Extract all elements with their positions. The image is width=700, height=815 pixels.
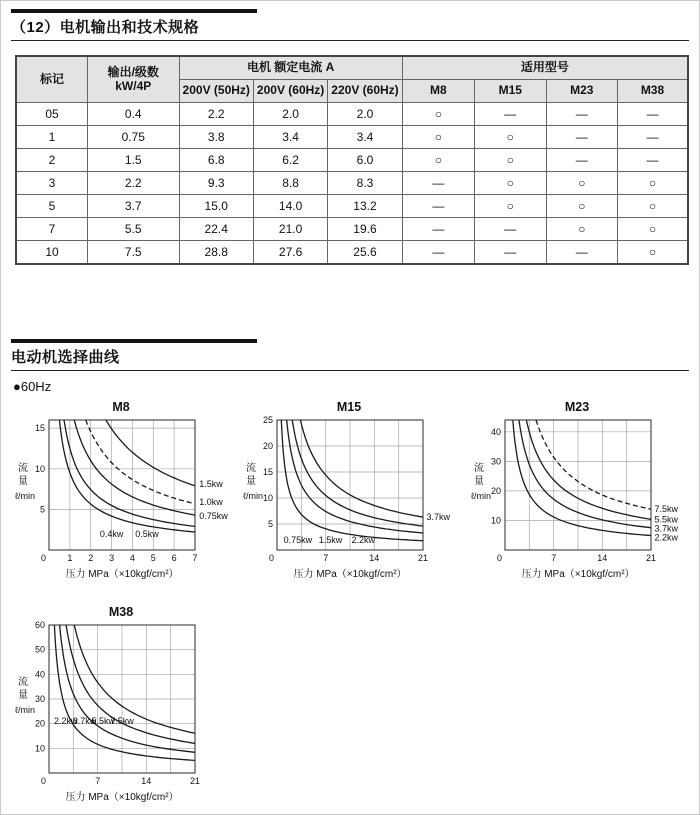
curve-label-1.5kw: 1.5kw <box>199 479 223 490</box>
header-model-m23: M23 <box>546 80 617 103</box>
header-model-m8: M8 <box>402 80 474 103</box>
y-tick-label: 20 <box>490 485 501 496</box>
charts-row-1 <box>11 400 689 591</box>
curve-label-0.4kw: 0.4kw <box>99 528 124 539</box>
y-axis-unit: ℓ/min <box>243 491 263 501</box>
value-cell: 25.6 <box>328 241 402 265</box>
y-tick-label: 10 <box>34 463 45 474</box>
value-cell: ○ <box>402 103 474 126</box>
value-cell: — <box>475 241 546 265</box>
header-output <box>87 56 179 103</box>
header-mark: 标记 <box>16 56 87 103</box>
x-tick-label: 7 <box>192 553 198 563</box>
title-top-bar <box>11 9 257 13</box>
x-tick-label: 3 <box>109 553 115 563</box>
y-axis-label: 量 <box>474 476 484 487</box>
value-cell: 5.5 <box>87 218 179 241</box>
y-axis-label: 量 <box>246 476 256 487</box>
value-cell: 7.5 <box>87 241 179 265</box>
chart-m38-title: M38 <box>108 605 134 619</box>
value-cell: 6.0 <box>328 149 402 172</box>
table-row <box>16 103 688 126</box>
value-cell: 27.6 <box>253 241 327 265</box>
table-row <box>16 241 688 265</box>
value-cell: 15.0 <box>179 195 253 218</box>
value-cell: 14.0 <box>253 195 327 218</box>
value-cell: 2.2 <box>87 172 179 195</box>
y-tick-label: 40 <box>34 669 45 680</box>
spec-title-text: （12）电机输出和技术规格 <box>11 19 200 36</box>
chart-svg <box>11 414 231 586</box>
chart-m8 <box>11 400 231 591</box>
x-tick-label: 14 <box>369 553 380 563</box>
value-cell: 0.4 <box>87 103 179 126</box>
y-tick-label: 60 <box>34 620 45 630</box>
value-cell: ○ <box>617 172 688 195</box>
y-axis-unit: ℓ/min <box>15 491 35 501</box>
x-tick-label: 1 <box>67 553 73 563</box>
curve-label-2.2kw: 2.2kw <box>53 716 78 727</box>
value-cell: — <box>617 149 688 172</box>
value-cell: 0.75 <box>87 126 179 149</box>
x-axis-label: 压力 MPa（×10kgf/cm²） <box>293 569 407 580</box>
curve-1.0kw <box>86 420 195 504</box>
value-cell: — <box>546 241 617 265</box>
x-tick-label: 21 <box>417 553 429 563</box>
value-cell: 13.2 <box>328 195 402 218</box>
table-row <box>16 195 688 218</box>
y-tick-label: 20 <box>262 441 273 451</box>
curve-label-3.7kw: 3.7kw <box>72 716 97 727</box>
chart-svg <box>239 414 459 586</box>
value-cell: — <box>546 149 617 172</box>
x-axis-label: 压力 MPa（×10kgf/cm²） <box>521 569 635 580</box>
freq-label: ●60Hz <box>13 379 52 394</box>
value-cell: 3.7 <box>87 195 179 218</box>
charts-row-2 <box>11 605 689 814</box>
header-row-1 <box>16 56 688 80</box>
value-cell: ○ <box>475 149 546 172</box>
curve-label-1.5kw: 1.5kw <box>318 535 343 546</box>
section-title-specs <box>11 9 689 41</box>
table-row <box>16 218 688 241</box>
value-cell: — <box>617 126 688 149</box>
curve-3.7kw <box>300 420 423 517</box>
curve-label-3.7kw: 3.7kw <box>426 512 451 523</box>
value-cell: ○ <box>617 195 688 218</box>
curve-1.5kw <box>106 420 195 486</box>
value-cell: ○ <box>475 172 546 195</box>
x-axis-label: 压力 MPa（×10kgf/cm²） <box>65 792 179 803</box>
header-applicable-models: 适用型号 <box>402 56 688 80</box>
curve-label-7.5kw: 7.5kw <box>654 504 679 515</box>
mark-cell: 5 <box>16 195 87 218</box>
curve-label-0.5kw: 0.5kw <box>135 528 159 539</box>
x-axis-label: 压力 MPa（×10kgf/cm²） <box>65 569 179 580</box>
curve-5.5kw <box>526 420 651 519</box>
value-cell: ○ <box>617 241 688 265</box>
y-axis-label: 流 <box>246 463 256 474</box>
chart-m23 <box>467 400 687 591</box>
chart-m23-title: M23 <box>564 400 590 414</box>
y-tick-label: 30 <box>34 694 45 704</box>
x-tick-label: 21 <box>645 553 657 563</box>
value-cell: — <box>402 218 474 241</box>
x-tick-label: 14 <box>597 553 608 563</box>
value-cell: ○ <box>475 195 546 218</box>
header-model-m38: M38 <box>617 80 688 103</box>
y-axis-label: 流 <box>474 463 484 474</box>
y-tick-label: 20 <box>34 718 45 729</box>
spec-table <box>15 55 689 265</box>
y-axis-label: 量 <box>18 690 28 701</box>
y-tick-label: 40 <box>490 426 501 437</box>
x-tick-label: 2 <box>88 553 94 563</box>
y-tick-label: 15 <box>262 467 273 477</box>
x-tick-label: 7 <box>551 553 557 563</box>
value-cell: 22.4 <box>179 218 253 241</box>
x-tick-label: 6 <box>171 553 177 563</box>
y-tick-label: 5 <box>267 519 273 529</box>
x-tick-label: 21 <box>189 776 201 786</box>
value-cell: ○ <box>475 126 546 149</box>
value-cell: 8.3 <box>328 172 402 195</box>
y-tick-label: 30 <box>490 456 501 467</box>
value-cell: — <box>546 126 617 149</box>
curve-label-3.7kw: 3.7kw <box>654 523 679 534</box>
chart-m15-title: M15 <box>336 400 362 414</box>
curves-title-text: 电动机选择曲线 <box>11 349 120 366</box>
value-cell: ○ <box>546 218 617 241</box>
mark-cell: 1 <box>16 126 87 149</box>
value-cell: — <box>402 241 474 265</box>
y-axis-label: 流 <box>18 463 28 474</box>
value-cell: — <box>546 103 617 126</box>
value-cell: ○ <box>617 218 688 241</box>
value-cell: 3.4 <box>253 126 327 149</box>
y-tick-label: 15 <box>34 423 45 434</box>
title-top-bar <box>11 339 257 343</box>
value-cell: 28.8 <box>179 241 253 265</box>
value-cell: ○ <box>402 126 474 149</box>
table-row <box>16 172 688 195</box>
header-voltage-200v50: 200V (50Hz) <box>179 80 253 103</box>
value-cell: 3.8 <box>179 126 253 149</box>
value-cell: 2.0 <box>328 103 402 126</box>
curve-label-7.5kw: 7.5kw <box>110 716 134 727</box>
header-voltage-200v60: 200V (60Hz) <box>253 80 327 103</box>
mark-cell: 3 <box>16 172 87 195</box>
x-tick-label: 7 <box>323 553 329 563</box>
chart-m23-plot <box>467 414 687 591</box>
table-row <box>16 126 688 149</box>
curve-7.5kw <box>536 420 651 509</box>
x-tick-label: 7 <box>95 776 101 786</box>
curve-2.2kw <box>513 420 651 536</box>
value-cell: ○ <box>546 172 617 195</box>
origin-label: 0 <box>40 776 46 786</box>
header-model-m15: M15 <box>475 80 546 103</box>
mark-cell: 10 <box>16 241 87 265</box>
chart-m8-title: M8 <box>112 400 130 414</box>
value-cell: 9.3 <box>179 172 253 195</box>
chart-svg <box>467 414 687 586</box>
y-tick-label: 50 <box>34 644 45 655</box>
chart-m38 <box>11 605 231 814</box>
y-axis-label: 量 <box>18 476 28 487</box>
origin-label: 0 <box>496 553 502 563</box>
curve-1.5kw <box>287 420 423 533</box>
y-tick-label: 5 <box>39 504 45 515</box>
mark-cell: 7 <box>16 218 87 241</box>
curve-2.2kw <box>292 420 423 526</box>
origin-label: 0 <box>268 553 274 563</box>
x-tick-label: 4 <box>129 553 135 563</box>
curve-label-2.2kw: 2.2kw <box>351 535 375 546</box>
table-row <box>16 149 688 172</box>
header-output-line1: 输出/级数 <box>107 64 159 79</box>
value-cell: — <box>402 195 474 218</box>
y-axis-unit: ℓ/min <box>471 491 491 501</box>
value-cell: 2.2 <box>179 103 253 126</box>
chart-m15-plot <box>239 414 459 591</box>
value-cell: — <box>475 218 546 241</box>
chart-m15 <box>239 400 459 591</box>
origin-label: 0 <box>40 553 46 563</box>
y-tick-label: 25 <box>262 415 273 425</box>
y-tick-label: 10 <box>490 515 501 526</box>
value-cell: — <box>475 103 546 126</box>
curve-label-1.0kw: 1.0kw <box>199 497 223 508</box>
header-output-line2: kW/4P <box>115 78 152 93</box>
value-cell: 6.8 <box>179 149 253 172</box>
value-cell: 1.5 <box>87 149 179 172</box>
y-tick-label: 10 <box>34 743 45 754</box>
value-cell: 19.6 <box>328 218 402 241</box>
x-tick-label: 14 <box>141 776 152 786</box>
curve-label-5.5kw: 5.5kw <box>654 514 679 525</box>
header-voltage-220v60: 220V (60Hz) <box>328 80 402 103</box>
x-tick-label: 5 <box>150 553 156 563</box>
value-cell: — <box>617 103 688 126</box>
y-axis-label: 流 <box>18 677 28 688</box>
y-tick-label: 10 <box>262 493 273 503</box>
section-title-curves <box>11 339 689 371</box>
curve-0.75kw <box>74 420 195 515</box>
curve-label-5.5kw: 5.5kw <box>91 716 115 727</box>
value-cell: 2.0 <box>253 103 327 126</box>
value-cell: 6.2 <box>253 149 327 172</box>
value-cell: — <box>402 172 474 195</box>
mark-cell: 05 <box>16 103 87 126</box>
value-cell: 3.4 <box>328 126 402 149</box>
curve-label-0.75kw: 0.75kw <box>199 510 228 521</box>
curve-label-0.75kw: 0.75kw <box>283 535 313 546</box>
curve-label-2.2kw: 2.2kw <box>654 532 679 543</box>
value-cell: ○ <box>402 149 474 172</box>
chart-m8-plot <box>11 414 231 591</box>
mark-cell: 2 <box>16 149 87 172</box>
value-cell: 8.8 <box>253 172 327 195</box>
value-cell: 21.0 <box>253 218 327 241</box>
y-axis-unit: ℓ/min <box>15 705 35 715</box>
header-motor-current: 电机 额定电流 A <box>179 56 402 80</box>
curve-3.7kw <box>519 420 651 528</box>
chart-m38-plot <box>11 619 231 814</box>
chart-svg <box>11 619 231 809</box>
value-cell: ○ <box>546 195 617 218</box>
